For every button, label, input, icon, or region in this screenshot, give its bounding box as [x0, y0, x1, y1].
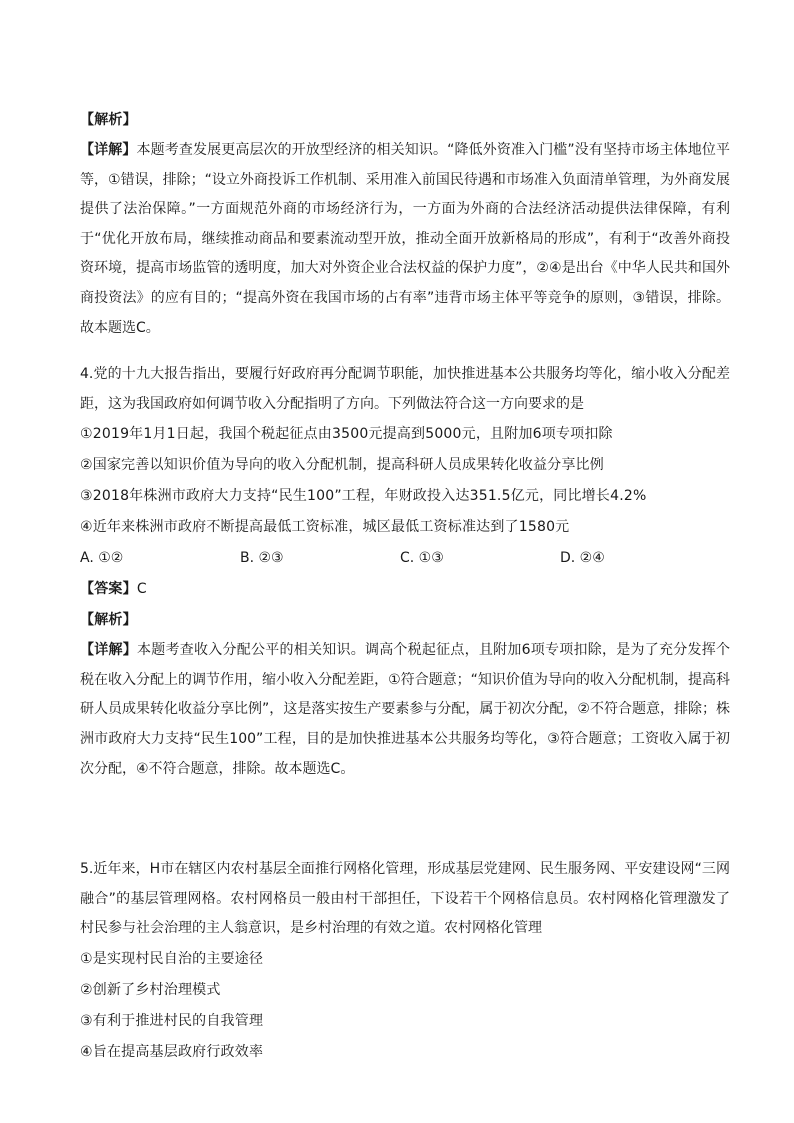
q4-answer-value: C — [136, 581, 147, 598]
q4-detail-label: 【详解】 — [80, 642, 137, 659]
q3-analysis-section — [80, 105, 730, 343]
q4-answer-row — [80, 574, 730, 605]
q4-item-3: ③2018年株洲市政府大力支持“民生100”工程，年财政投入达351.5亿元，同比增长4.2% — [80, 488, 647, 505]
q4-item-4: ④近年来株洲市政府不断提高最低工资标准，城区最低工资标准达到了1580元 — [80, 519, 570, 536]
q4-option-c: C. ①③ — [400, 550, 444, 567]
q4-option-d: D. ②④ — [560, 550, 605, 567]
q4-detail-text: 本题考查收入分配公平的相关知识。调高个税起征点，且附加6项专项扣除，是为了充分发挥个税在收入分配上的调节作用，缩小收入分配差距，①符合题意；“知识价值为导向的收入分配机制，提高科研人员成果转化收益分享比例”，这是落实按生产要素参与分配，属于初次分配，②不符合题意，排除；株洲市政府大力支持“民生100”工程，目的是加快推进基本公共服务均等化，③符合题意；工资收入属于初次分配，④不符合题意，排除。故本题选C。 — [80, 642, 731, 777]
q3-detail-text: 本题考查发展更高层次的开放型经济的相关知识。“降低外资准入门槛”没有坚持市场主体地位平等，①错误，排除；“设立外商投诉工作机制、采用准入前国民待遇和市场准入负面清单管理，为外商发展提供了法治保障。”一方面规范外商的市场经济行为，一方面为外商的合法经济活动提供法律保障，有利于“优化开放布局，继续推动商品和要素流动型开放，推动全面开放新格局的形成”，有利于“改善外商投资环境，提高市场监管的透明度，加大对外资企业合法权益的保护力度”，②④是出台《中华人民共和国外商投资法》的应有目的；“提高外资在我国市场的占有率”违背市场主体平等竞争的原则，③错误，排除。故本题选C。 — [80, 142, 730, 336]
q4-answer-label: 【答案】 — [80, 581, 137, 598]
q4-item-2: ②国家完善以知识价值为导向的收入分配机制，提高科研人员成果转化收益分享比例 — [80, 457, 604, 474]
q5-item-3: ③有利于推进村民的自我管理 — [80, 1012, 264, 1029]
q4-option-b: B. ②③ — [240, 550, 284, 567]
q4-item-1: ①2019年1月1日起，我国个税起征点由3500元提高到5000元，且附加6项专项扣除 — [80, 426, 613, 443]
q4-options — [80, 543, 730, 574]
q4-detail-paragraph — [80, 636, 730, 784]
q5-item-4: ④旨在提高基层政府行政效率 — [80, 1043, 264, 1060]
q5-item-1: ①是实现村民自治的主要途径 — [80, 950, 264, 967]
q3-analysis-label: 【解析】 — [80, 112, 137, 128]
q5-stem: 5.近年来，H市在辖区内农村基层全面推行网格化管理，形成基层党建网、民生服务网、平安建设网“三网融合”的基层管理网格。农村网格员一般由村干部担任，下设若干个网格信息员。农村网格化管理激发了村民参与社会治理的主人翁意识，是乡村治理的有效之道。农村网格化管理 — [80, 861, 730, 937]
question-5 — [80, 855, 730, 1068]
q4-analysis-label: 【解析】 — [80, 612, 137, 629]
q4-option-a: A. ①② — [80, 550, 124, 567]
q3-detail-paragraph — [80, 136, 730, 343]
question-4 — [80, 360, 730, 784]
q3-detail-label: 【详解】 — [80, 142, 137, 158]
q4-stem: 4.党的十九大报告指出，要履行好政府再分配调节职能，加快推进基本公共服务均等化，缩小收入分配差距，这为我国政府如何调节收入分配指明了方向。下列做法符合这一方向要求的是 — [80, 366, 730, 412]
q5-item-2: ②创新了乡村治理模式 — [80, 981, 221, 998]
